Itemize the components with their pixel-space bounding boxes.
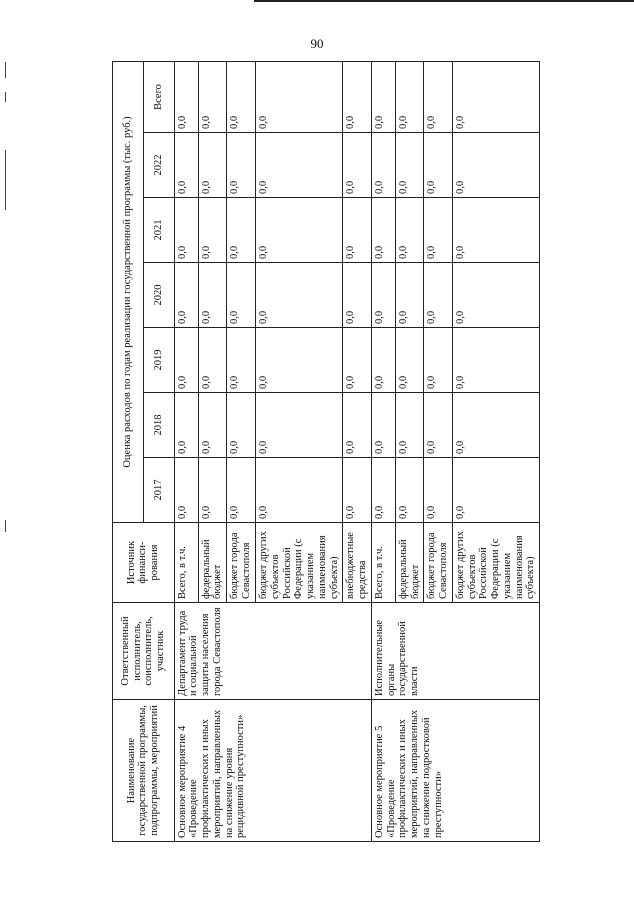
amount-cell: 0,0 [256,133,343,198]
amount-cell: 0,0 [198,263,227,328]
header-year: 2017 [143,458,174,523]
amount-cell: 0,0 [452,263,539,328]
header-name: Наименование государственной программы, подпрограммы, мероприятий [113,700,175,842]
amount-cell: 0,0 [343,458,372,523]
amount-cell: 0,0 [371,458,395,523]
amount-cell: 0,0 [256,393,343,458]
amount-cell: 0,0 [174,133,198,198]
measure-executor: Исполнительные органы государственной власти [371,603,539,700]
funding-source: Всего, в т.ч. [371,523,395,603]
amount-cell: 0,0 [174,458,198,523]
amount-cell: 0,0 [424,458,453,523]
amount-cell: 0,0 [424,133,453,198]
table-row [371,61,395,841]
amount-cell: 0,0 [198,328,227,393]
amount-cell: 0,0 [424,328,453,393]
header-row [113,61,144,841]
funding-source: внебюджетные средства [343,523,372,603]
header-year: 2019 [143,328,174,393]
header-estimate: Оценка расходов по годам реализации государственной программы (тыс. руб.) [113,61,144,522]
amount-cell: 0,0 [227,263,256,328]
amount-cell: 0,0 [198,198,227,263]
amount-cell: 0,0 [227,328,256,393]
amount-cell: 0,0 [343,393,372,458]
funding-source: бюджет других субъектов Российской Федерации (с указанием наименования субъекта) [452,523,539,603]
amount-cell: 0,0 [395,458,424,523]
amount-cell: 0,0 [371,61,395,132]
margin-mark [5,150,6,210]
amount-cell: 0,0 [198,458,227,523]
amount-cell: 0,0 [371,393,395,458]
header-year: 2020 [143,263,174,328]
amount-cell: 0,0 [256,263,343,328]
amount-cell: 0,0 [424,393,453,458]
amount-cell: 0,0 [256,328,343,393]
amount-cell: 0,0 [343,328,372,393]
amount-cell: 0,0 [452,328,539,393]
amount-cell: 0,0 [424,198,453,263]
budget-table [112,61,540,842]
header-year: 2021 [143,198,174,263]
header-source: Источник финанси-рования [113,523,175,603]
header-executor: Ответственный исполнитель, соисполнитель, участник [113,603,175,700]
amount-cell: 0,0 [227,198,256,263]
amount-cell: 0,0 [371,263,395,328]
amount-cell: 0,0 [371,198,395,263]
funding-source: федеральный бюджет [198,523,227,603]
amount-cell: 0,0 [452,133,539,198]
amount-cell: 0,0 [198,61,227,132]
header-total: Всего [143,61,174,132]
amount-cell: 0,0 [371,328,395,393]
margin-mark [5,92,6,102]
funding-source: Всего, в т.ч. [174,523,198,603]
rotated-table-container [112,62,540,842]
amount-cell: 0,0 [227,133,256,198]
amount-cell: 0,0 [343,198,372,263]
amount-cell: 0,0 [395,393,424,458]
funding-source: бюджет города Севастополя [424,523,453,603]
amount-cell: 0,0 [174,328,198,393]
amount-cell: 0,0 [256,61,343,132]
amount-cell: 0,0 [256,458,343,523]
measure-name: Основное мероприятие 5 «Проведение профилактических и иных мероприятий, направленных на снижение подростковой преступности» [371,700,539,842]
amount-cell: 0,0 [227,61,256,132]
amount-cell: 0,0 [227,458,256,523]
amount-cell: 0,0 [424,61,453,132]
header-year: 2022 [143,133,174,198]
amount-cell: 0,0 [395,328,424,393]
table-row [174,61,198,841]
funding-source: бюджет других субъектов Российской Федерации (с указанием наименования субъекта) [256,523,343,603]
measure-name: Основное мероприятие 4 «Проведение профилактических и иных мероприятий, направленных на снижение уровня рецидивной преступности» [174,700,371,842]
amount-cell: 0,0 [227,393,256,458]
amount-cell: 0,0 [452,458,539,523]
funding-source: бюджет города Севастополя [227,523,256,603]
amount-cell: 0,0 [371,133,395,198]
amount-cell: 0,0 [395,263,424,328]
amount-cell: 0,0 [198,393,227,458]
amount-cell: 0,0 [452,198,539,263]
amount-cell: 0,0 [395,133,424,198]
amount-cell: 0,0 [174,198,198,263]
amount-cell: 0,0 [198,133,227,198]
amount-cell: 0,0 [452,393,539,458]
amount-cell: 0,0 [174,393,198,458]
amount-cell: 0,0 [395,198,424,263]
top-rule [254,0,634,2]
amount-cell: 0,0 [395,61,424,132]
amount-cell: 0,0 [174,61,198,132]
amount-cell: 0,0 [343,61,372,132]
amount-cell: 0,0 [343,133,372,198]
amount-cell: 0,0 [174,263,198,328]
amount-cell: 0,0 [256,198,343,263]
page-number: 90 [310,36,324,51]
amount-cell: 0,0 [424,263,453,328]
amount-cell: 0,0 [452,61,539,132]
margin-mark [5,62,6,78]
margin-mark [5,520,6,532]
header-year: 2018 [143,393,174,458]
amount-cell: 0,0 [343,263,372,328]
funding-source: федеральный бюджет [395,523,424,603]
measure-executor: Департамент труда и социальной защиты населения города Севастополя [174,603,371,700]
